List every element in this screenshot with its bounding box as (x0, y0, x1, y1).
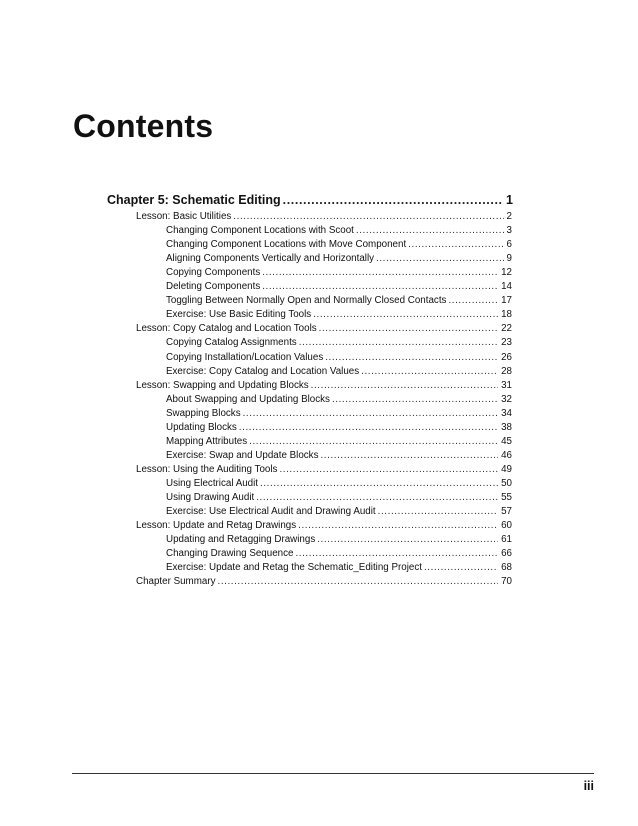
toc-lesson-entry[interactable] (136, 322, 512, 335)
dot-leader (239, 421, 498, 434)
toc-chapter-entry[interactable] (107, 192, 513, 208)
toc-entry-page: 34 (501, 407, 512, 419)
toc-topic-entry[interactable] (166, 393, 512, 406)
toc-lesson-entry[interactable] (136, 463, 512, 476)
toc-entry-title: Updating Blocks (166, 421, 237, 433)
toc-topic-entry[interactable] (166, 224, 512, 237)
toc-entry-title: Mapping Attributes (166, 435, 248, 447)
toc-entry-title: Chapter Summary (136, 576, 216, 588)
toc-topic-entry[interactable] (166, 491, 512, 504)
toc-entry-title: Toggling Between Normally Open and Normally Closed Contacts (166, 295, 447, 307)
toc-entry-page: 66 (501, 548, 512, 560)
toc-entry-title: Lesson: Copy Catalog and Location Tools (136, 323, 317, 335)
toc-topic-entry[interactable] (166, 294, 512, 307)
page-number: iii (583, 779, 594, 793)
toc-entry-title: Changing Drawing Sequence (166, 548, 294, 560)
toc-entry-page: 55 (501, 492, 512, 503)
dot-leader (295, 547, 498, 560)
toc-topic-entry[interactable] (166, 407, 512, 420)
toc-topic-entry[interactable] (166, 336, 512, 349)
dot-leader (332, 393, 498, 406)
dot-leader (378, 505, 498, 518)
toc-entry-page: 14 (501, 281, 512, 293)
toc-topic-entry[interactable] (166, 266, 512, 279)
dot-leader (233, 210, 503, 223)
dot-leader (279, 463, 498, 476)
dot-leader (320, 449, 498, 462)
toc-entry-title: Copying Installation/Location Values (166, 351, 324, 363)
toc-entry-title: Lesson: Update and Retag Drawings (136, 520, 297, 532)
toc-entry-page: 61 (501, 534, 512, 546)
toc-entry-page: 46 (501, 449, 512, 461)
toc-topic-entry[interactable] (166, 421, 512, 434)
toc-entry-page: 9 (506, 253, 512, 265)
toc-entry-title: Exercise: Copy Catalog and Location Values (166, 365, 360, 377)
toc-entry-page: 2 (506, 211, 512, 222)
toc-entry-page: 12 (501, 267, 512, 279)
toc-entry-page: 1 (506, 193, 513, 207)
toc-entry-title: Deleting Components (166, 281, 261, 293)
footer-divider (72, 773, 594, 774)
toc-entry-title: Chapter 5: Schematic Editing (107, 193, 281, 207)
dot-leader (262, 266, 498, 279)
dot-leader (424, 561, 498, 574)
toc-entry-page: 18 (501, 309, 512, 321)
dot-leader (408, 238, 503, 251)
dot-leader (361, 365, 498, 378)
toc-topic-entry[interactable] (166, 505, 512, 518)
toc-entry-title: Using Electrical Audit (166, 477, 259, 489)
toc-entry-page: 60 (501, 520, 512, 532)
toc-entry-title: About Swapping and Updating Blocks (166, 393, 330, 405)
toc-topic-entry[interactable] (166, 533, 512, 546)
toc-topic-entry[interactable] (166, 561, 512, 574)
toc-entry-title: Using Drawing Audit (166, 492, 255, 503)
toc-entry-title: Copying Components (166, 267, 261, 279)
toc-entry-page: 22 (501, 323, 512, 335)
toc-topic-entry[interactable] (166, 351, 512, 364)
toc-entry-title: Copying Catalog Assignments (166, 337, 297, 349)
toc-entry-page: 3 (506, 225, 512, 237)
toc-lesson-entry[interactable] (136, 210, 512, 223)
toc-topic-entry[interactable] (166, 252, 512, 265)
toc-entry-title: Exercise: Update and Retag the Schematic_Editing Project (166, 562, 422, 574)
toc-lesson-entry[interactable] (136, 575, 512, 588)
dot-leader (311, 379, 498, 392)
toc-entry-title: Changing Component Locations with Move Component (166, 239, 407, 251)
dot-leader (218, 575, 499, 588)
toc-entry-page: 31 (501, 379, 512, 391)
toc-entry-page: 17 (501, 295, 512, 307)
dot-leader (283, 192, 503, 208)
toc-topic-entry[interactable] (166, 308, 512, 321)
dot-leader (317, 533, 498, 546)
toc-entry-page: 70 (501, 576, 512, 588)
toc-lesson-entry[interactable] (136, 519, 512, 532)
toc-topic-entry[interactable] (166, 547, 512, 560)
dot-leader (356, 224, 504, 237)
dot-leader (313, 308, 498, 321)
toc-entry-title: Exercise: Use Basic Editing Tools (166, 309, 312, 321)
dot-leader (262, 280, 498, 293)
toc-entry-title: Lesson: Swapping and Updating Blocks (136, 379, 309, 391)
toc-entry-page: 28 (501, 365, 512, 377)
toc-entry-title: Lesson: Basic Utilities (136, 211, 232, 222)
toc-topic-entry[interactable] (166, 280, 512, 293)
toc-topic-entry[interactable] (166, 365, 512, 378)
dot-leader (325, 351, 498, 364)
dot-leader (319, 322, 498, 335)
dot-leader (243, 407, 498, 420)
toc-entry-title: Lesson: Using the Auditing Tools (136, 463, 278, 475)
dot-leader (448, 294, 498, 307)
toc-entry-page: 23 (501, 337, 512, 349)
toc-entry-page: 38 (501, 421, 512, 433)
dot-leader (256, 491, 498, 504)
toc-entry-title: Changing Component Locations with Scoot (166, 225, 354, 237)
toc-topic-entry[interactable] (166, 449, 512, 462)
toc-entry-page: 6 (506, 239, 512, 251)
toc-entry-title: Exercise: Swap and Update Blocks (166, 449, 319, 461)
toc-topic-entry[interactable] (166, 477, 512, 490)
toc-topic-entry[interactable] (166, 435, 512, 448)
toc-entry-page: 57 (501, 506, 512, 518)
toc-entry-page: 49 (501, 463, 512, 475)
page-title: Contents (73, 108, 214, 144)
toc-entry-page: 45 (501, 435, 512, 447)
toc-entry-page: 50 (501, 477, 512, 489)
dot-leader (298, 519, 498, 532)
toc-entry-title: Swapping Blocks (166, 407, 241, 419)
toc-entry-title: Aligning Components Vertically and Horizontally (166, 253, 375, 265)
toc-entry-title: Exercise: Use Electrical Audit and Drawing Audit (166, 506, 376, 518)
toc-lesson-entry[interactable] (136, 379, 512, 392)
toc-entry-page: 26 (501, 351, 512, 363)
toc-entry-page: 68 (501, 562, 512, 574)
dot-leader (299, 336, 498, 349)
toc-topic-entry[interactable] (166, 238, 512, 251)
dot-leader (376, 252, 504, 265)
toc-entry-title: Updating and Retagging Drawings (166, 534, 316, 546)
dot-leader (249, 435, 498, 448)
dot-leader (260, 477, 498, 490)
toc-entry-page: 32 (501, 393, 512, 405)
